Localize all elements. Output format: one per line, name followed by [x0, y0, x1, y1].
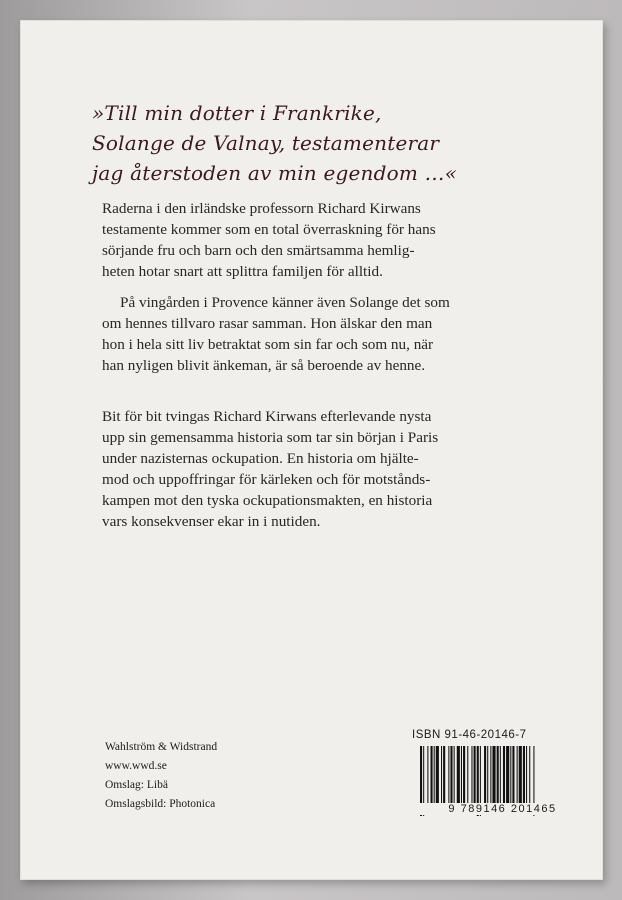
barcode-bar — [506, 746, 509, 804]
blurb-line: Raderna i den irländske professorn Richard Kirwans — [102, 200, 421, 217]
barcode-bar — [497, 746, 499, 804]
barcode-bar — [519, 746, 522, 804]
blurb-paragraph-1 — [102, 198, 522, 282]
barcode-bar — [443, 746, 445, 804]
barcode-bar — [463, 746, 465, 804]
barcode-bar — [434, 746, 435, 804]
barcode-bar — [431, 746, 433, 804]
publisher-name: Wahlström & Widstrand — [105, 741, 218, 753]
blurb-line: På vingården i Provence känner även Solange det som — [120, 294, 450, 311]
blurb-line: testamente kommer som en total överraskning för hans — [102, 221, 436, 238]
barcode-bar — [427, 746, 428, 804]
barcode-bar — [467, 746, 468, 804]
barcode-bar — [474, 746, 476, 804]
blurb-line: hon i hela sitt liv betraktat som sin far och som nu, när — [102, 336, 434, 353]
blurb-line: vars konsekvenser ekar in i nutiden. — [102, 513, 321, 530]
publisher-url: www.wwd.se — [105, 760, 167, 772]
isbn-label: ISBN 91-46-20146-7 — [412, 729, 527, 741]
publisher-info — [105, 738, 217, 814]
barcode-bar — [510, 746, 511, 804]
barcode-bar — [517, 746, 518, 804]
blurb-line: upp sin gemensamma historia som tar sin början i Paris — [102, 429, 439, 446]
cover-image-credit: Omslagsbild: Photonica — [105, 798, 216, 810]
barcode-bar — [450, 746, 452, 804]
cover-design-credit: Omslag: Libä — [105, 779, 168, 791]
quote-line: Solange de Valnay, testamenterar — [92, 131, 440, 155]
quote-line: »Till min dotter i Frankrike, — [92, 101, 382, 125]
blurb-line: heten hotar snart att splittra familjen för alltid. — [102, 263, 383, 280]
barcode-bar — [454, 746, 455, 804]
blurb-line: Bit för bit tvingas Richard Kirwans efterlevande nysta — [102, 408, 432, 425]
barcode-bar — [490, 746, 491, 804]
barcode-bar — [436, 746, 439, 804]
barcode-bar — [461, 746, 462, 804]
barcode-bar — [484, 746, 486, 804]
blurb-line: sörjande fru och barn och den smärtsamma hemlig- — [102, 242, 415, 259]
cover-quote — [92, 98, 552, 188]
blurb-paragraph-2 — [102, 292, 522, 376]
barcode-number: 9 789146 201465 — [412, 803, 593, 815]
barcode-bar — [492, 746, 495, 804]
barcode-bar — [529, 746, 530, 804]
quote-line: jag återstoden av min egendom …« — [92, 161, 458, 185]
blurb-line: under nazisternas ockupation. En historia om hjälte- — [102, 450, 419, 467]
barcode-bar — [526, 746, 527, 804]
blurb-line: mod och uppoffringar för kärleken och för motstånds- — [102, 471, 431, 488]
barcode-bar — [500, 746, 501, 804]
barcode-bar — [503, 746, 505, 804]
blurb-paragraph-3 — [102, 406, 522, 532]
blurb-line: kampen mot den tyska ockupationsmakten, en historia — [102, 492, 433, 509]
barcode-bar — [487, 746, 488, 804]
barcode-bar — [512, 746, 514, 804]
blurb-line: om hennes tillvaro rasar samman. Hon älskar den man — [102, 315, 433, 332]
barcode-bar — [457, 746, 460, 804]
barcode-bar — [471, 746, 472, 804]
barcode-bar — [448, 746, 449, 804]
barcode-bar — [523, 746, 525, 804]
barcode-bar — [441, 746, 442, 804]
blurb-line: han nyligen blivit änkeman, är så beroende av henne. — [102, 357, 426, 374]
